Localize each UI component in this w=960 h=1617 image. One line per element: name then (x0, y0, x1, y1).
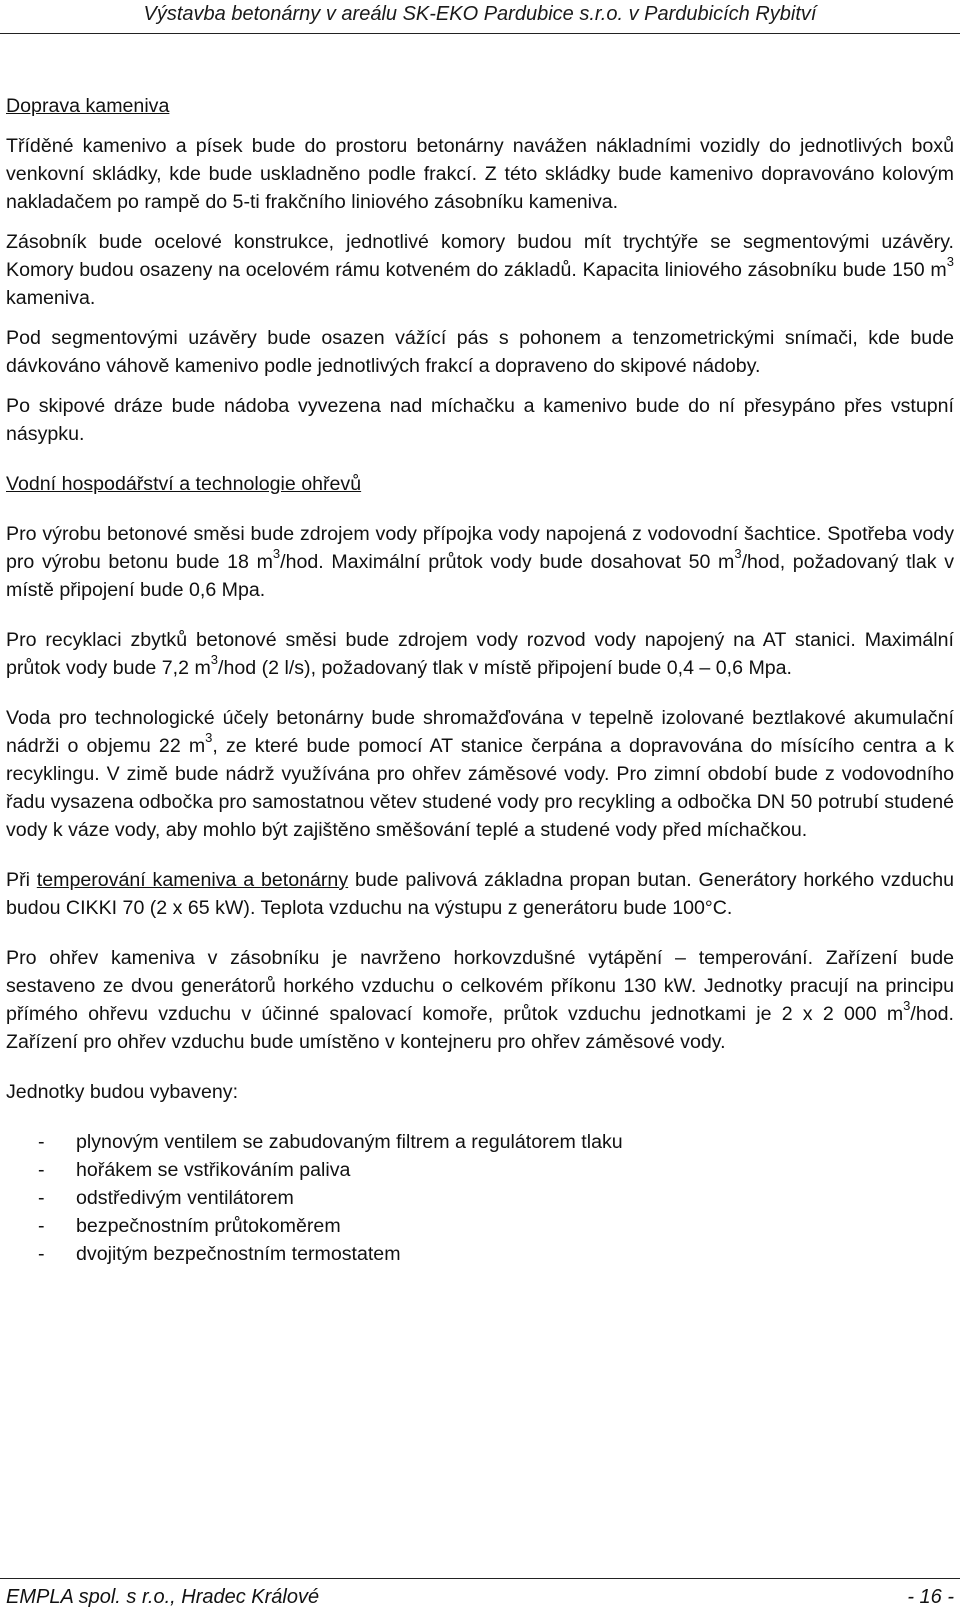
superscript-3: 3 (272, 546, 281, 562)
paragraph-ohrev-kameniva (6, 944, 954, 1056)
temperovani-post: bude palivová základna propan butan. Generátory horkého vzduchu budou CIKKI 70 (2 x 65 kW). Teplota vzduchu na výstupu z generátoru bude 100°C. (6, 869, 955, 919)
ohrev-5a: Pro ohřev kameniva v zásobníku je navrženo horkovzdušné vytápění – temperování. Zařízení bude sestaveno ze dvou generátorů horkého vzduchu o celkovém příkonu 130 kW. Jednotky pracují na principu přímého ohřevu vzduchu v účinné spalovací komoře, průtok vzduchu jednotkami je 2 x 2 000 m (6, 947, 954, 1025)
footer-divider (0, 1578, 960, 1579)
list-dash: - (38, 1159, 45, 1181)
list-item-text: dvojitým bezpečnostním termostatem (76, 1243, 401, 1265)
temperovani-underlined: temperování kameniva a betonárny (36, 869, 349, 891)
list-dash: - (38, 1243, 45, 1265)
paragraph-kamenivo-4: Po skipové dráze bude nádoba vyvezena nad míchačku a kamenivo bude do ní přesypáno přes vstupní násypku. (6, 395, 954, 445)
voda-3a: Voda pro technologické účely betonárny bude shromažďována v tepelně izolované beztlakové akumulační nádrži o objemu 22 m (6, 707, 954, 757)
paragraph-kamenivo-1: Tříděné kamenivo a písek bude do prostoru betonárny navážen nákladními vozidly do jednotlivých boxů venkovní skládky, kde bude uskladněno podle frakcí. Z této skládky bude kamenivo dopravováno kolovým nakladačem po rampě do 5-ti frakčního liniového zásobníku kameniva. (6, 135, 954, 213)
superscript-3: 3 (903, 998, 911, 1014)
voda-1b: /hod. Maximální průtok vody bude dosahovat 50 m (280, 551, 735, 573)
list-item-text: hořákem se vstřikováním paliva (76, 1159, 351, 1181)
paragraph-kamenivo-2 (6, 228, 954, 312)
list-dash: - (38, 1131, 45, 1153)
list-dash: - (38, 1215, 45, 1237)
superscript-3: 3 (734, 546, 742, 562)
paragraph-voda-3 (6, 704, 954, 844)
footer-company: EMPLA spol. s r.o., Hradec Králové (6, 1586, 320, 1608)
paragraph-temperovani (6, 866, 954, 922)
list-item (6, 1240, 954, 1268)
header-divider (0, 33, 960, 34)
voda-3b: , ze které bude pomocí AT stanice čerpána a dopravována do mísícího centra a k recyklingu. V zimě bude nádrž využívána pro ohřev záměsové vody. Pro zimní období bude z vodovodního řadu vysazena odbočka pro samostatnou větev studené vody pro recykling a odbočka DN 50 potrubí studené vody k váze vody, aby mohlo být zajištěno směšování teplé a studené vody před míchačkou. (6, 735, 954, 841)
list-dash: - (38, 1187, 45, 1209)
voda-2a: Pro recyklaci zbytků betonové směsi bude zdrojem vody rozvod vody napojený na AT stanici. Maximální průtok vody bude 7,2 m (6, 629, 954, 679)
list-item (6, 1184, 954, 1212)
superscript-3: 3 (210, 652, 219, 668)
list-item (6, 1212, 954, 1240)
page-header (0, 0, 960, 30)
voda-2b: /hod (2 l/s), požadovaný tlak v místě připojení bude 0,4 – 0,6 Mpa. (218, 657, 793, 679)
list-item (6, 1128, 954, 1156)
superscript-3: 3 (205, 730, 213, 746)
temperovani-pre: Při (6, 869, 37, 891)
heading-doprava-kameniva: Doprava kameniva (6, 95, 170, 117)
ohrev-5b: /hod. Zařízení pro ohřev vzduchu bude umístěno v kontejneru pro ohřev záměsové vody. (6, 1003, 954, 1053)
kamenivo-2-end: kameniva. (6, 287, 96, 309)
list-item-text: odstředivým ventilátorem (76, 1187, 294, 1209)
page-number: - 16 - (907, 1586, 954, 1608)
kamenivo-2-text: Zásobník bude ocelové konstrukce, jednotlivé komory budou mít trychtýře se segmentovými uzávěry. Komory budou osazeny na ocelovém rámu kotveném do základů. Kapacita liniového zásobníku bude 150 m (6, 231, 954, 281)
list-item (6, 1156, 954, 1184)
heading-vodni-hospodarstvi: Vodní hospodářství a technologie ohřevů (6, 473, 362, 495)
list-item-text: plynovým ventilem se zabudovaným filtrem a regulátorem tlaku (76, 1131, 623, 1153)
paragraph-voda-2 (6, 626, 954, 682)
paragraph-voda-1 (6, 520, 954, 604)
page-footer (6, 1582, 954, 1612)
equipment-list (6, 1128, 954, 1268)
paragraph-kamenivo-3: Pod segmentovými uzávěry bude osazen vážící pás s pohonem a tenzometrickými snímači, kde bude dávkováno váhově kamenivo podle jednotlivých frakcí a dopraveno do skipové nádoby. (6, 327, 954, 377)
document-body (6, 92, 954, 1268)
superscript-3: 3 (946, 254, 954, 270)
voda-1c: /hod, požadovaný tlak v místě připojení bude 0,6 Mpa. (6, 551, 955, 601)
paragraph-jednotky: Jednotky budou vybaveny: (6, 1081, 239, 1103)
header-title: Výstavba betonárny v areálu SK-EKO Pardubice s.r.o. v Pardubicích Rybitví (143, 3, 817, 25)
voda-1a: Pro výrobu betonové směsi bude zdrojem vody přípojka vody napojená z vodovodní šachtice. Spotřeba vody pro výrobu betonu bude 18 m (6, 523, 954, 573)
list-item-text: bezpečnostním průtokoměrem (76, 1215, 341, 1237)
